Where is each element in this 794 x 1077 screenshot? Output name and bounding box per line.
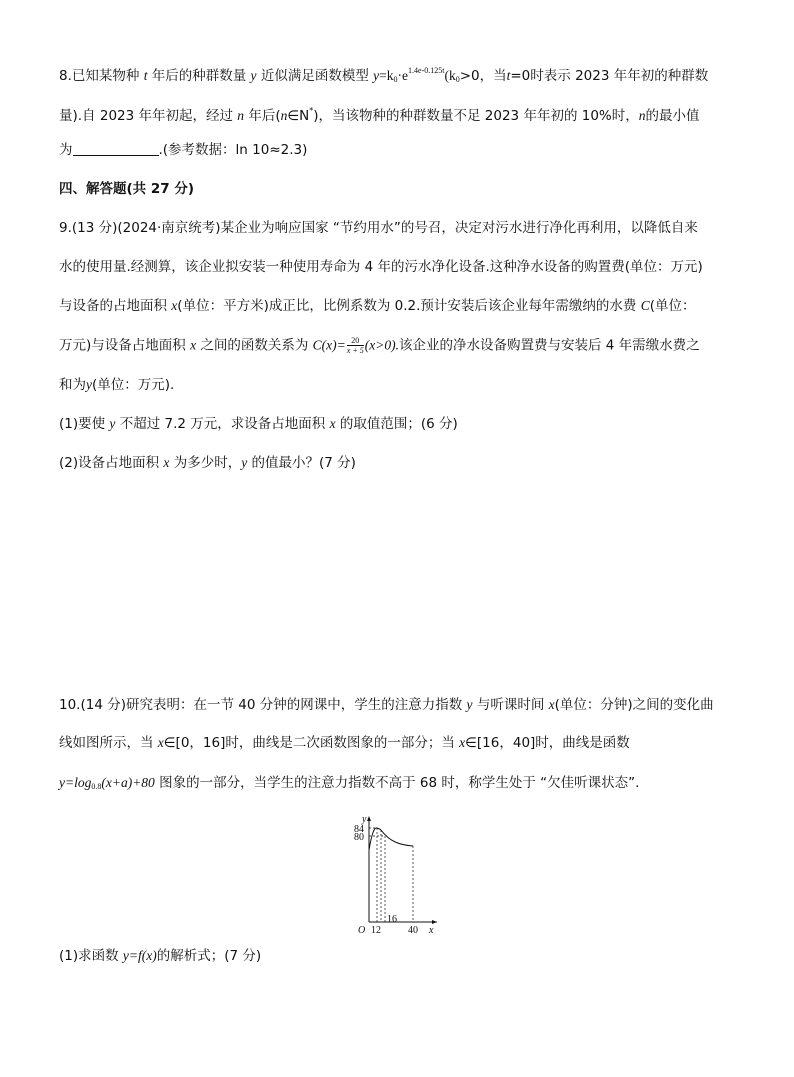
q8-line1: 8.已知某物种 t 年后的种群数量 y 近似满足函数模型 $y=k_0\cdot e^{1.4e-0.125t}(k_0>0$，当t=0时表示 2023 年年初的种群数 (59, 66, 709, 84)
origin-label: O (358, 925, 366, 936)
q10-line3: $y=\log_{0.8}(x+a)+80$ 图象的一部分，当学生的注意力指数不高于 68 时，称学生处于 “欠佳听课状态”. (59, 775, 640, 791)
x-axis-label: x (429, 925, 434, 936)
q9-line3: 与设备的占地面积 x(单位：平方米)成正比，比例系数为 0.2.预计安装后该企业每年需缴纳的水费 C(单位： (59, 298, 696, 314)
q10-part1: (1)求函数 y=f(x)的解析式；(7 分) (59, 948, 262, 964)
q8-line3: 为 .(参考数据：ln 10≈2.3) (59, 142, 308, 158)
q9-line2: 水的使用量.经测算，该企业拟安装一种使用寿命为 4 年的污水净化设备.这种净水设备的购置费(单位：万元) (59, 259, 703, 275)
section-heading: 四、解答题(共 27 分) (59, 181, 195, 197)
q9-part2: (2)设备占地面积 x 为多少时，y 的值最小？(7 分) (59, 455, 356, 471)
q9-line1: 9.(13 分)(2024·南京统考)某企业为响应国家 “节约用水”的号召，决定对污水进行净化再利用，以降低自来 (59, 220, 698, 236)
tick-label-40: 40 (408, 925, 418, 936)
q9-line4: 万元)与设备占地面积 x 之间的函数关系为 C(x)= $\frac{20}{x + 5}$ (x>0).该企业的净水设备购置费与安装后 4 年需缴水费之 (59, 336, 700, 355)
tick-label-80: 80 (354, 832, 364, 843)
attention-graph (340, 812, 440, 936)
y-axis-arrow (367, 816, 371, 821)
answer-blank[interactable] (73, 143, 159, 156)
q9-line5: 和为y(单位：万元). (59, 377, 175, 393)
q10-line2: 线如图所示，当 x∈[0，16]时，曲线是二次函数图象的一部分；当 x∈[16，40]时，曲线是函数 (59, 735, 630, 751)
tick-label-84: 84 (354, 824, 364, 835)
tick-label-12: 12 (371, 925, 381, 936)
fraction: $\frac{20}{x + 5}$ (346, 336, 364, 355)
y-axis-label: y (362, 814, 367, 825)
curve-quadratic (369, 828, 381, 850)
x-axis-arrow (432, 920, 437, 924)
q10-line1: 10.(14 分)研究表明：在一节 40 分钟的网课中，学生的注意力指数 y 与听课时间 x(单位：分钟)之间的变化曲 (59, 697, 714, 713)
curve-log (381, 830, 413, 846)
tick-label-16: 16 (387, 914, 397, 925)
q8-line2: 量).自 2023 年年初起，经过 n 年后(n∈N*)，当该物种的种群数量不足 2023 年年初的 10%时，n的最小值 (59, 106, 700, 124)
q9-part1: (1)要使 y 不超过 7.2 万元，求设备占地面积 x 的取值范围；(6 分) (59, 416, 458, 432)
